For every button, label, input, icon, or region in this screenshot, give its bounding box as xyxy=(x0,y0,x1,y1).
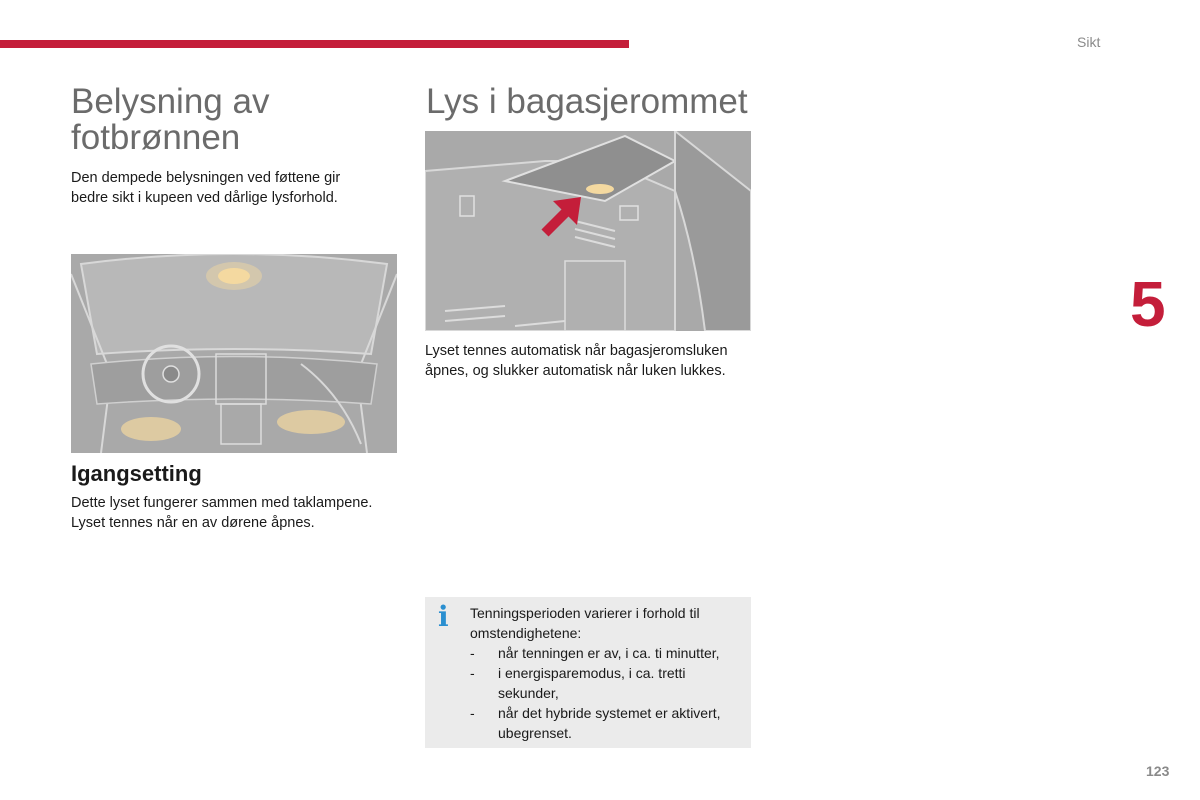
header-red-rule xyxy=(0,40,629,48)
right-body-line1: Lyset tennes automatisk når bagasjeromsluken xyxy=(425,343,728,359)
left-title xyxy=(71,84,269,156)
left-body xyxy=(71,493,401,533)
left-intro-line2: bedre sikt i kupeen ved dårlige lysforhold. xyxy=(71,190,338,206)
info-item2-line1: i energisparemodus, i ca. tretti xyxy=(498,665,686,681)
info-text xyxy=(470,603,750,743)
info-box xyxy=(425,597,751,748)
info-icon: i xyxy=(438,600,449,633)
info-item2-line2: sekunder, xyxy=(498,685,559,701)
right-title: Lys i bagasjerommet xyxy=(426,82,748,121)
left-body-line1: Dette lyset fungerer sammen med taklampene. xyxy=(71,495,373,511)
right-body xyxy=(425,341,765,381)
left-body-line2: Lyset tennes når en av dørene åpnes. xyxy=(71,515,315,531)
info-intro-line1: Tenningsperioden varierer i forhold til xyxy=(470,605,700,621)
left-intro xyxy=(71,168,391,208)
section-name: Sikt xyxy=(1077,34,1101,50)
page-number: 123 xyxy=(1146,763,1170,779)
chapter-number: 5 xyxy=(1130,268,1166,340)
list-dash: - xyxy=(470,665,475,681)
list-dash: - xyxy=(470,645,475,661)
info-list-item xyxy=(470,663,750,703)
info-list-item xyxy=(470,643,750,663)
info-intro-line2: omstendighetene: xyxy=(470,625,582,641)
info-list-item xyxy=(470,703,750,743)
left-title-line1: Belysning av xyxy=(71,82,270,121)
info-item3-line1: når det hybride systemet er aktivert, xyxy=(498,705,721,721)
left-title-line2: fotbrønnen xyxy=(71,118,241,157)
list-dash: - xyxy=(470,705,475,721)
left-intro-line1: Den dempede belysningen ved føttene gir xyxy=(71,170,341,186)
subheading-igangsetting: Igangsetting xyxy=(71,461,202,486)
boot-lighting-illustration xyxy=(425,131,751,331)
footwell-lighting-illustration xyxy=(71,254,397,453)
info-item1-text: når tenningen er av, i ca. ti minutter, xyxy=(498,645,720,661)
right-body-line2: åpnes, og slukker automatisk når luken lukkes. xyxy=(425,363,726,379)
info-item3-line2: ubegrenset. xyxy=(498,725,572,741)
